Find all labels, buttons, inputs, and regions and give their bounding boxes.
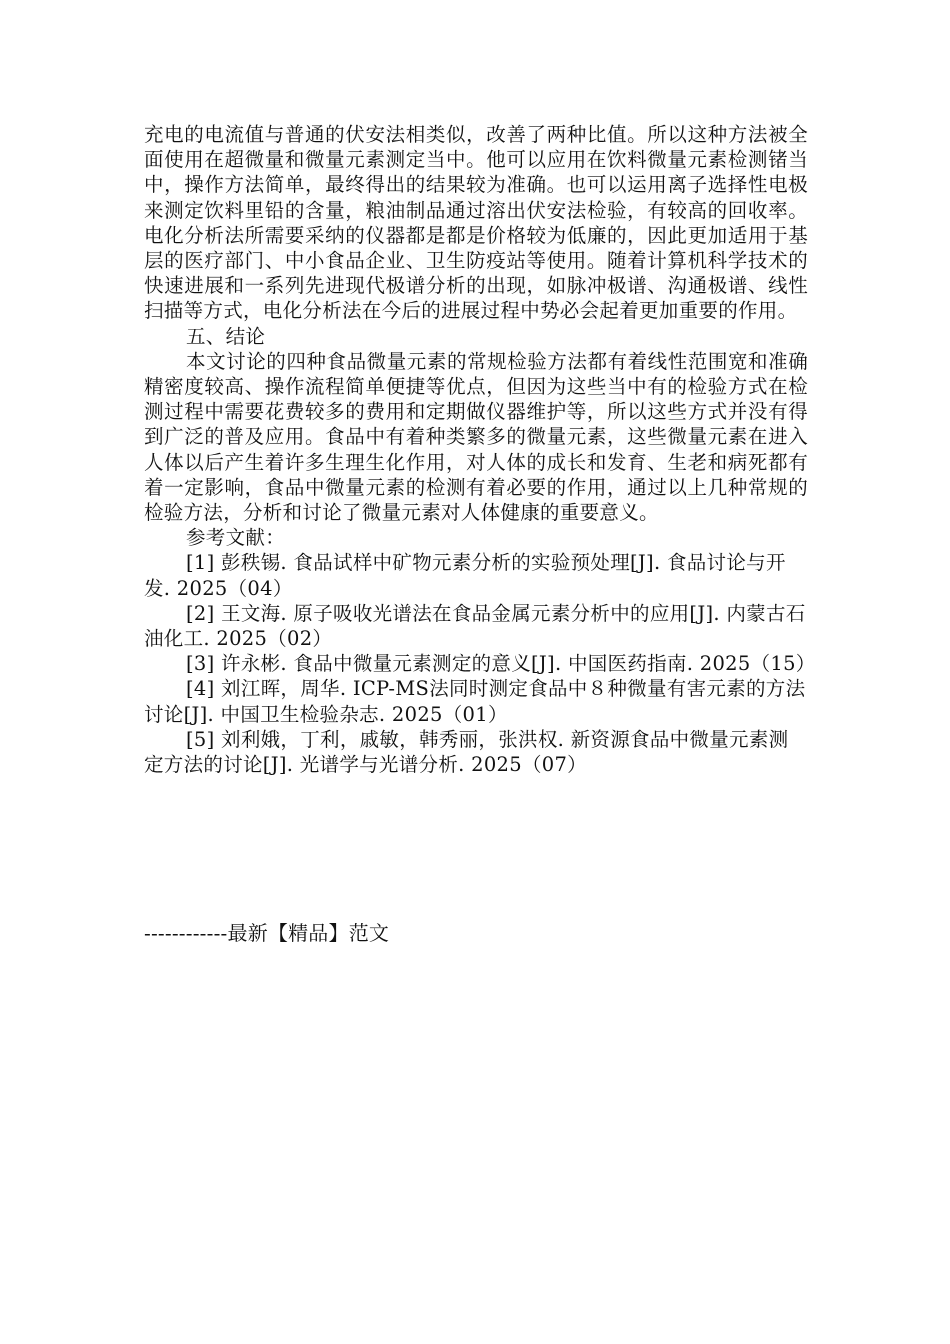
paragraph-conclusion: 本文讨论的四种食品微量元素的常规检验方法都有着线性范围宽和准确精密度较高、操作流程简单便捷等优点，但因为这些当中有的检验方式在检测过程中需要花费较多的费用和定期做仪器维护等，所以这些方式并没有得到广泛的普及应用。食品中有着种类繁多的微量元素，这些微量元素在进入人体以后产生着许多生理生化作用，对人体的成长和发育、生老和病死都有着一定影响，食品中微量元素的检测有着必要的作用，通过以上几种常规的检验方法，分析和讨论了微量元素对人体健康的重要意义。 <box>144 349 808 525</box>
reference-item: [5] 刘利娥，丁利，戚敏，韩秀丽，张洪权. 新资源食品中微量元素测定方法的讨论[J]. 光谱学与光谱分析. 2025（07） <box>144 727 789 777</box>
reference-item: [1] 彭秩锡. 食品试样中矿物元素分析的实验预处理[J]. 食品讨论与开发. 2025（04） <box>144 551 786 600</box>
document-page <box>144 122 816 777</box>
footer-tagline: ------------最新【精品】范文 <box>144 921 390 945</box>
reference-item: [3] 许永彬. 食品中微量元素测定的意义[J]. 中国医药指南. 2025（15） <box>186 652 816 676</box>
references-heading: 参考文献： <box>186 526 286 550</box>
reference-item: [4] 刘江晖，周华. ICP-MS法同时测定食品中８种微量有害元素的方法讨论[J]. 中国卫生检验杂志. 2025（01） <box>144 677 806 726</box>
reference-item: [2] 王文海. 原子吸收光谱法在食品金属元素分析中的应用[J]. 内蒙古石油化工. 2025（02） <box>144 601 806 651</box>
reference-list <box>144 550 816 777</box>
section-heading-conclusion: 五、结论 <box>186 324 266 348</box>
paragraph-continued: 充电的电流值与普通的伏安法相类似，改善了两种比值。所以这种方法被全面使用在超微量和微量元素测定当中。他可以应用在饮料微量元素检测锗当中，操作方法简单，最终得出的结果较为准确。也可以运用离子选择性电极来测定饮料里铅的含量，粮油制品通过溶出伏安法检验，有较高的回收率。电化分析法所需要采纳的仪器都是都是价格较为低廉的，因此更加适用于基层的医疗部门、中小食品企业、卫生防疫站等使用。随着计算机科学技术的快速进展和一系列先进现代极谱分析的出现，如脉冲极谱、沟通极谱、线性扫描等方式，电化分析法在今后的进展过程中势必会起着更加重要的作用。 <box>144 123 808 323</box>
